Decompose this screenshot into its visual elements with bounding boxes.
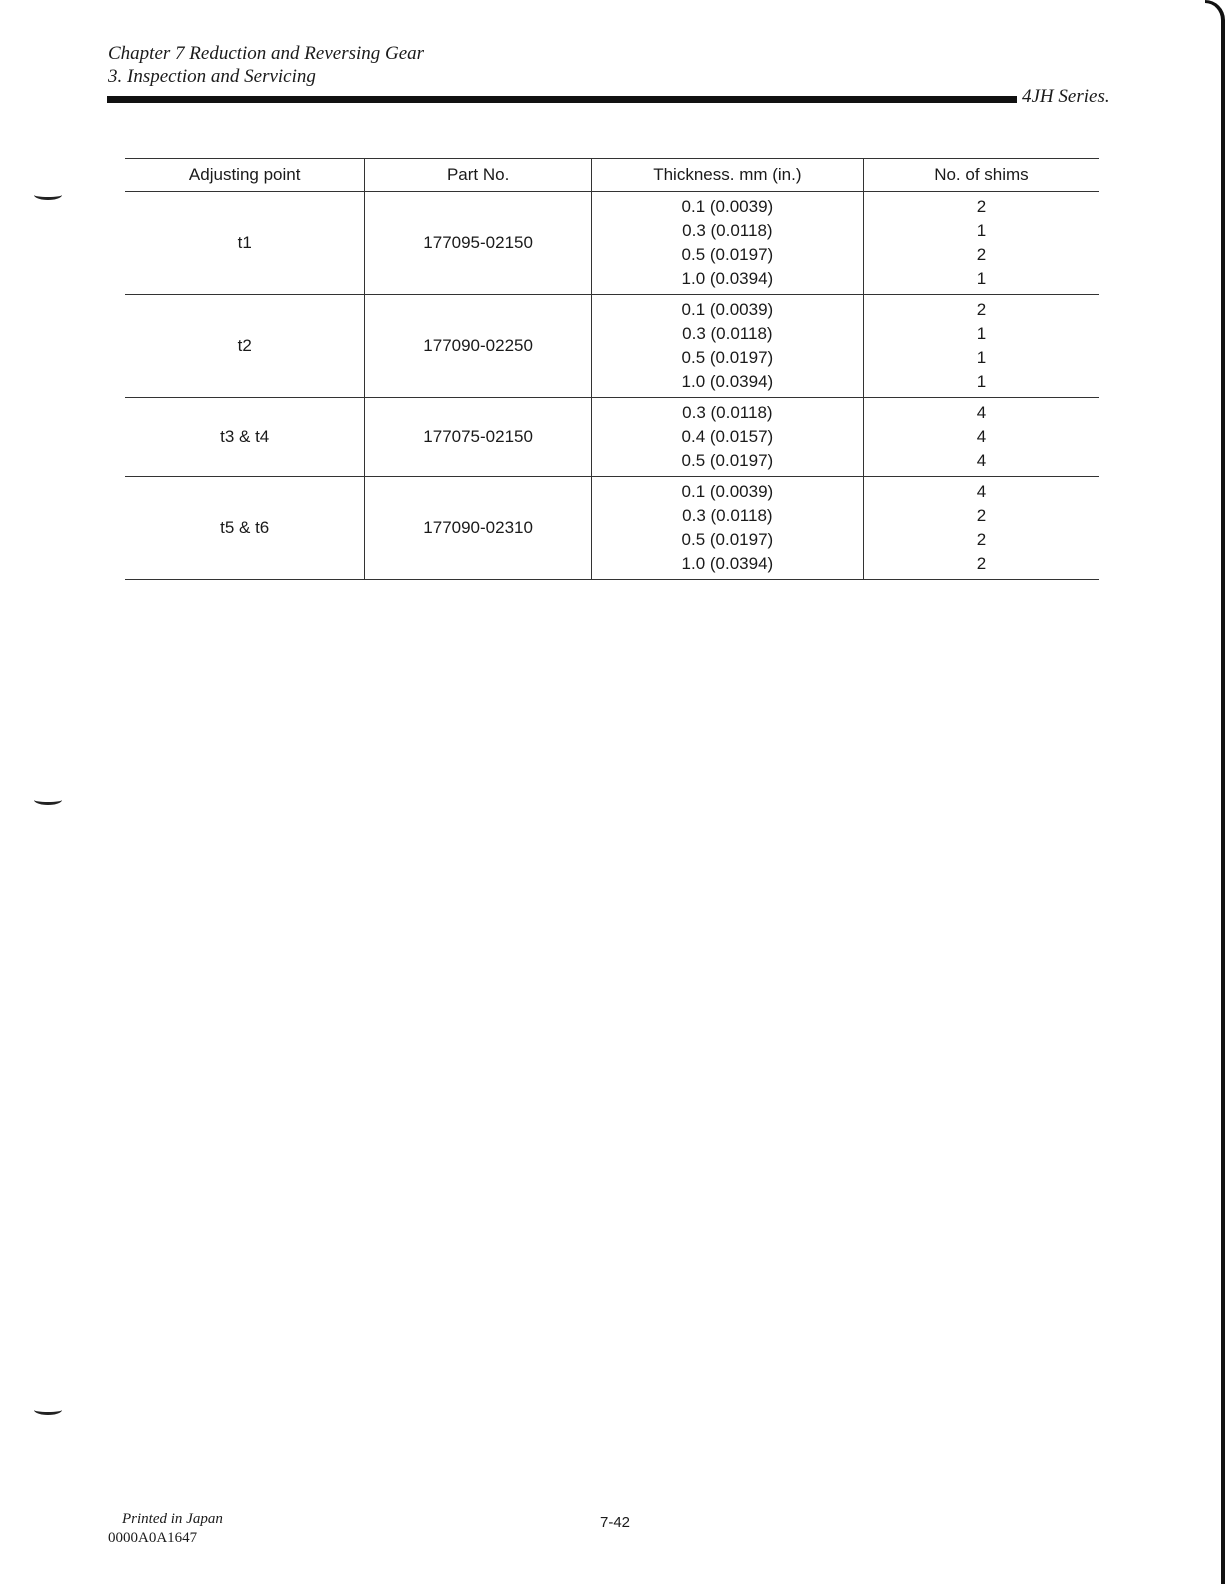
page-footer [108,1510,223,1548]
shim-count: 1 [976,348,987,367]
shim-count-list [863,477,1099,580]
table-row [125,477,1099,580]
shim-count: 2 [976,554,987,573]
adjusting-point: t5 & t6 [125,477,365,580]
header-thickness: Thickness. mm (in.) [591,159,863,192]
adjusting-point: t1 [125,192,365,295]
page-number: 7-42 [600,1514,631,1531]
page-header [108,42,424,88]
thickness-value: 0.1 (0.0039) [681,197,774,216]
thickness-value: 1.0 (0.0394) [681,269,774,288]
header-no-of-shims: No. of shims [863,159,1099,192]
shim-count: 1 [976,324,987,343]
shim-count: 4 [976,403,987,422]
thickness-value: 0.3 (0.0118) [682,403,773,422]
table-row [125,192,1099,295]
shim-count-list [863,295,1099,398]
thickness-list [591,477,863,580]
thickness-value: 0.1 (0.0039) [681,300,774,319]
header-rule [107,96,1017,103]
shim-table [125,158,1099,580]
table-row [125,295,1099,398]
part-number: 177090-02250 [365,295,591,398]
document-code: 0000A0A1647 [108,1530,198,1546]
shim-count: 4 [976,482,987,501]
part-number: 177095-02150 [365,192,591,295]
section-title: 3. Inspection and Servicing [108,66,316,87]
thickness-value: 0.3 (0.0118) [682,324,773,343]
shim-count: 1 [976,372,987,391]
thickness-value: 1.0 (0.0394) [681,554,774,573]
binding-mark [34,1405,62,1415]
thickness-value: 0.3 (0.0118) [682,221,773,240]
thickness-list [591,295,863,398]
thickness-value: 0.5 (0.0197) [681,451,774,470]
header-adjusting-point: Adjusting point [125,159,365,192]
shim-count: 2 [976,300,987,319]
thickness-value: 0.5 (0.0197) [681,348,774,367]
shim-count: 2 [976,197,987,216]
thickness-value: 0.5 (0.0197) [681,530,774,549]
table-row [125,398,1099,477]
thickness-value: 0.5 (0.0197) [681,245,774,264]
thickness-value: 0.1 (0.0039) [681,482,774,501]
thickness-list [591,398,863,477]
table-header-row [125,159,1099,192]
thickness-list [591,192,863,295]
shim-count: 2 [976,530,987,549]
shim-count: 2 [976,245,987,264]
part-number: 177075-02150 [365,398,591,477]
adjusting-point: t3 & t4 [125,398,365,477]
binding-mark [34,190,62,200]
shim-count: 4 [976,451,987,470]
header-part-no: Part No. [365,159,591,192]
thickness-value: 0.4 (0.0157) [681,427,774,446]
printed-note: Printed in Japan [122,1511,223,1527]
page-edge [1211,0,1225,1584]
part-number: 177090-02310 [365,477,591,580]
shim-count-list [863,192,1099,295]
shim-count-list [863,398,1099,477]
shim-count: 2 [976,506,987,525]
series-label: 4JH Series. [1022,86,1110,107]
adjusting-point: t2 [125,295,365,398]
shim-count: 1 [976,269,987,288]
chapter-title: Chapter 7 Reduction and Reversing Gear [108,43,425,64]
shim-count: 4 [976,427,987,446]
shim-count: 1 [976,221,987,240]
binding-mark [34,795,62,805]
thickness-value: 0.3 (0.0118) [682,506,773,525]
thickness-value: 1.0 (0.0394) [681,372,774,391]
